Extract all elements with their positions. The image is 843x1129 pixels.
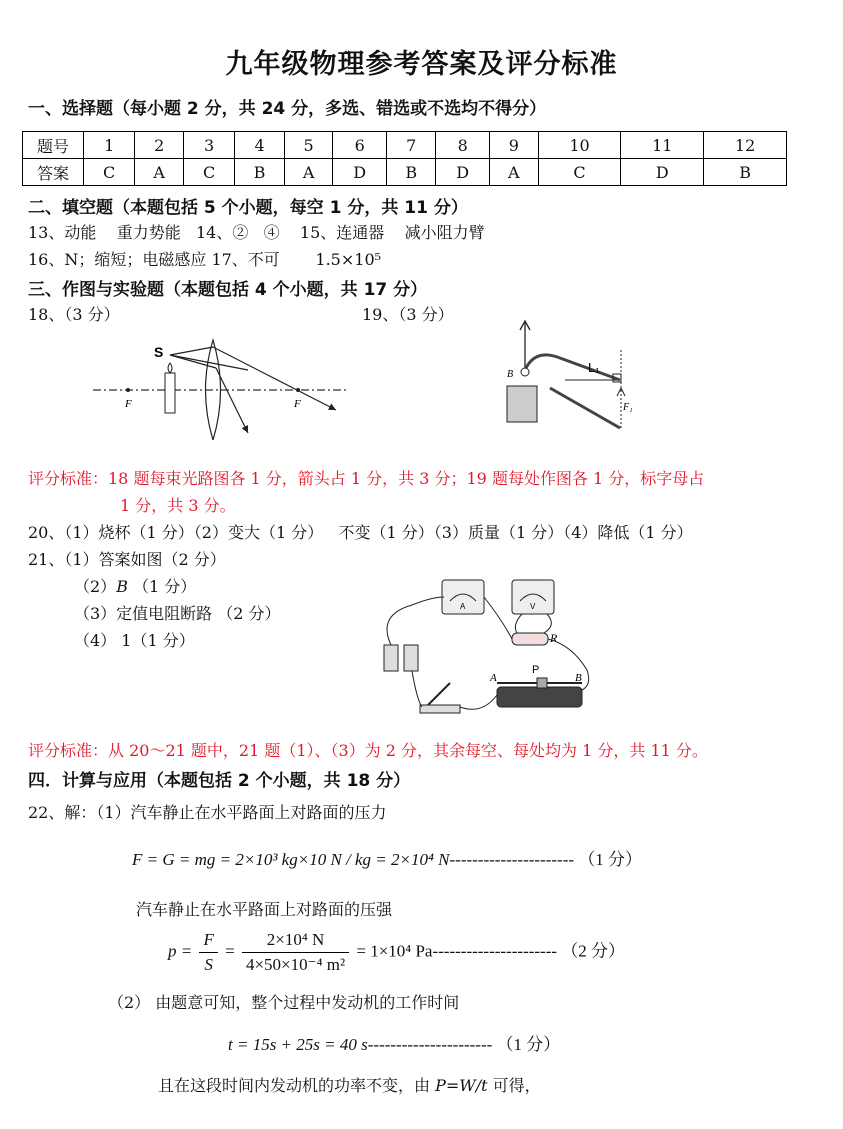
table-cell: C: [538, 159, 621, 186]
section4-heading: 四．计算与应用（本题包括 2 个小题，共 18 分）: [28, 771, 411, 791]
fraction-numerator: 2×10⁴ N: [242, 930, 349, 953]
formula-2-score: （2 分）: [561, 941, 626, 961]
battery-2: [404, 645, 418, 671]
slider-p: [537, 678, 547, 688]
formula-time: [228, 1030, 560, 1055]
label-b: B: [507, 369, 514, 380]
table-cell: 6: [333, 132, 387, 159]
section3-heading: 三、作图与实验题（本题包括 4 个小题，共 17 分）: [28, 280, 428, 300]
label-a: A: [490, 672, 497, 684]
row-label-number: 题号: [23, 132, 84, 159]
power-formula: P=W/t: [435, 1076, 488, 1095]
label-l1: L₁: [588, 360, 600, 375]
formula-1-text: F = G = mg = 2×10³ kg×10 N / kg = 2×10⁴ N: [132, 850, 450, 869]
table-cell: 12: [704, 132, 787, 159]
answer-21-2-prefix: （2）: [74, 577, 117, 596]
table-row-answers: [23, 159, 787, 186]
answer-table: [22, 131, 787, 186]
section1-heading: 一、选择题（每小题 2 分，共 24 分，多选、错选或不选均不得分）: [28, 99, 547, 119]
battery-1: [384, 645, 398, 671]
table-cell: 1: [84, 132, 135, 159]
lever-lower-arm: [550, 388, 620, 428]
table-cell: D: [436, 159, 490, 186]
candle: [165, 373, 175, 413]
answer-line-20: 20、（1）烧杯（1 分）（2）变大（1 分） 不变（1 分）（3）质量（1 分）（4）降低（1 分）: [28, 523, 693, 542]
grading-criteria-18-19-line2: 1 分，共 3 分。: [120, 496, 236, 515]
table-row-numbers: [23, 132, 787, 159]
label-f-left: F: [125, 398, 132, 410]
formula-3-score: （1 分）: [496, 1035, 561, 1054]
table-cell: 8: [436, 132, 490, 159]
question-18-label: 18、（3 分）: [28, 305, 120, 324]
label-r: R: [550, 631, 558, 645]
resistor-r: [512, 633, 548, 645]
answer-21-1: 21、（1）答案如图（2 分）: [28, 550, 226, 569]
table-cell: D: [621, 159, 704, 186]
last-line-suffix: 可得，: [487, 1076, 541, 1095]
switch-base: [420, 705, 460, 713]
table-cell: B: [386, 159, 435, 186]
wire: [515, 614, 522, 633]
answer-21-2: [74, 574, 196, 597]
part-2-text: （2） 由题意可知，整个过程中发动机的工作时间: [108, 993, 460, 1012]
formula-pressure: p = $\frac{F}{S}$ = $\frac{\text{2×10⁴ N}}{\text{4×50×10⁻⁴ m²}}$ = 1×10⁴ Pa---------------------- （2 分）: [168, 930, 626, 974]
table-cell: B: [235, 159, 284, 186]
water-heater-body: [507, 386, 537, 422]
lever-diagram: [495, 318, 635, 440]
question-19-label: 19、（3 分）: [362, 305, 454, 324]
page-title: 九年级物理参考答案及评分标准: [225, 49, 618, 80]
grading-criteria-18-19-line1: 评分标准：18 题每束光路图各 1 分，箭头占 1 分，共 3 分；19 题每处作图各 1 分，标字母占: [28, 469, 705, 488]
last-line: [158, 1073, 541, 1096]
formula-2-result: = 1×10⁴ Pa: [356, 941, 433, 961]
answer-line-13: 13、动能 重力势能 14、② ④ 15、连通器 减小阻力臂: [28, 223, 485, 242]
table-cell: 11: [621, 132, 704, 159]
text-pressure: 汽车静止在水平路面上对路面的压强: [136, 900, 393, 919]
table-cell: C: [84, 159, 135, 186]
section2-heading: 二、填空题（本题包括 5 个小题，每空 1 分，共 11 分）: [28, 198, 468, 218]
table-cell: C: [183, 159, 234, 186]
fraction-values: [242, 930, 349, 975]
formula-2-left: p =: [168, 941, 193, 961]
wire: [484, 597, 512, 639]
lens-ray-diagram: [88, 335, 353, 440]
table-cell: 10: [538, 132, 621, 159]
candle-flame: [168, 363, 172, 373]
answer-21-4: （4） 1（1 分）: [74, 631, 195, 650]
wire: [460, 695, 497, 709]
circuit-diagram: [372, 575, 604, 720]
ammeter-label: A: [460, 602, 466, 611]
fraction-f-over-s: [199, 930, 217, 975]
formula-3-dashes: ----------------------: [367, 1035, 493, 1054]
formula-3-text: t = 15s + 25s = 40 s: [228, 1035, 368, 1054]
table-cell: 3: [183, 132, 234, 159]
table-cell: A: [284, 159, 333, 186]
last-line-prefix: 且在这段时间内发动机的功率不变，由: [158, 1076, 436, 1095]
ray-focal-out: [216, 368, 248, 433]
wire: [412, 671, 422, 707]
switch-lever: [428, 683, 450, 705]
wire: [387, 597, 444, 645]
table-cell: 2: [135, 132, 184, 159]
fraction-denominator: 4×50×10⁻⁴ m²: [245, 955, 346, 974]
question-22-intro: 22、解：（1）汽车静止在水平路面上对路面的压力: [28, 803, 387, 822]
table-cell: A: [490, 159, 539, 186]
pivot-b: [521, 368, 529, 376]
answer-21-2-suffix: （1 分）: [127, 577, 197, 596]
row-label-answer: 答案: [23, 159, 84, 186]
answer-line-16: 16、N；缩短；电磁感应 17、不可 1.5×10⁵: [28, 250, 382, 269]
rheostat: [497, 687, 582, 707]
table-cell: 4: [235, 132, 284, 159]
focus-left-dot: [126, 388, 130, 392]
focus-right-dot: [296, 388, 300, 392]
lever-arm: [525, 355, 620, 380]
grading-criteria-20-21: 评分标准：从 20～21 题中，21 题（1）、（3）为 2 分，其余每空、每处均为 1 分，共 11 分。: [28, 741, 708, 760]
formula-1-score: （1 分）: [578, 850, 643, 869]
table-cell: B: [704, 159, 787, 186]
formula-1-dashes: ----------------------: [449, 850, 575, 869]
fraction-denominator: S: [204, 955, 213, 974]
formula-pressure-force: [132, 845, 642, 870]
label-b-terminal: B: [575, 672, 582, 684]
formula-2-dashes: ----------------------: [432, 941, 558, 961]
table-cell: A: [135, 159, 184, 186]
ray-parallel-in: [170, 347, 213, 355]
table-cell: D: [333, 159, 387, 186]
table-cell: 7: [386, 132, 435, 159]
label-f-right: F: [294, 398, 301, 410]
table-cell: 9: [490, 132, 539, 159]
answer-21-2-var: B: [116, 577, 128, 596]
label-s: S: [154, 344, 164, 360]
answer-21-3: （3）定值电阻断路 （2 分）: [74, 604, 281, 623]
fraction-numerator: F: [199, 930, 217, 953]
voltmeter-label: V: [530, 602, 536, 611]
label-p: P: [532, 664, 540, 676]
table-cell: 5: [284, 132, 333, 159]
label-f1: F₁: [623, 402, 633, 413]
